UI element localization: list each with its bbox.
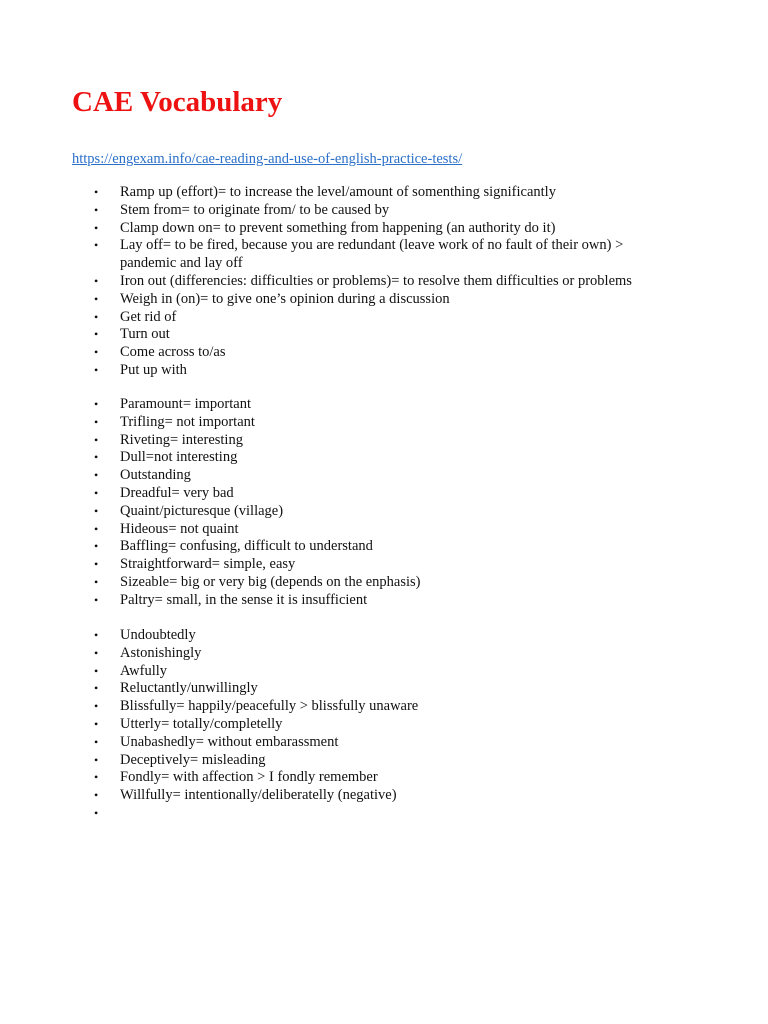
list-item-text: Trifling= not important xyxy=(120,413,255,430)
list-item-text: Awfully xyxy=(120,662,167,679)
practice-tests-link[interactable]: https://engexam.info/cae-reading-and-use-of-english-practice-tests/ xyxy=(72,151,463,167)
list-item xyxy=(0,326,680,344)
list-item xyxy=(0,414,680,432)
bullet-icon: • xyxy=(94,645,99,660)
list-item-text: Undoubtedly xyxy=(120,627,196,643)
list-item xyxy=(0,449,680,467)
list-item-text: Hideous= not quaint xyxy=(120,520,239,537)
bullet-icon: • xyxy=(94,663,99,678)
list-item-text: Weigh in (on)= to give one’s opinion during a discussion xyxy=(120,290,450,307)
bullet-icon: • xyxy=(94,202,99,217)
list-item xyxy=(0,787,680,805)
list-item xyxy=(0,237,680,273)
bullet-icon: • xyxy=(94,362,99,377)
bullet-icon: • xyxy=(94,345,99,360)
list-item xyxy=(0,220,680,238)
list-item xyxy=(0,344,680,362)
list-item-text: Sizeable= big or very big (depends on the enphasis) xyxy=(120,573,421,590)
list-item xyxy=(0,362,680,380)
bullet-icon: • xyxy=(94,327,99,342)
bullet-icon: • xyxy=(94,752,99,767)
list-item-text: Dreadful= very bad xyxy=(120,484,234,501)
list-item-text: Fondly= with affection > I fondly remember xyxy=(120,769,378,786)
list-item-text: Put up with xyxy=(120,361,187,378)
list-item-text: Riveting= interesting xyxy=(120,431,243,448)
bullet-icon: • xyxy=(94,414,99,429)
list-item xyxy=(0,291,680,309)
list-item-text: Dull=not interesting xyxy=(120,449,238,466)
list-item xyxy=(0,556,680,574)
list-item-text: Quaint/picturesque (village) xyxy=(120,502,284,519)
list-item-text: Outstanding xyxy=(120,467,191,484)
bullet-icon: • xyxy=(94,273,99,288)
bullet-icon: • xyxy=(94,450,99,465)
list-item xyxy=(0,627,680,645)
bullet-icon: • xyxy=(94,220,99,235)
list-item-text: Deceptively= misleading xyxy=(120,751,266,768)
list-item-text: Come across to/as xyxy=(120,344,226,361)
list-item-text: Utterly= totally/completelly xyxy=(120,715,283,732)
list-item-text: Baffling= confusing, difficult to understand xyxy=(120,538,373,555)
list-item-text: Lay off= to be fired, because you are redundant (leave work of no fault of their own) > pandemic and lay off xyxy=(120,237,624,272)
list-item xyxy=(0,485,680,503)
bullet-icon: • xyxy=(94,397,99,411)
list-item-text: Get rid of xyxy=(120,308,177,325)
list-item xyxy=(0,592,680,610)
list-item xyxy=(0,769,680,787)
list-item-text: Paltry= small, in the sense it is insufficient xyxy=(120,591,368,608)
list-item xyxy=(0,663,680,681)
bullet-icon: • xyxy=(94,468,99,483)
list-item xyxy=(0,734,680,752)
list-item xyxy=(0,309,680,327)
list-item-text: Straightforward= simple, easy xyxy=(120,556,296,573)
list-item xyxy=(0,574,680,592)
list-item-text: Astonishingly xyxy=(120,644,202,661)
list-item xyxy=(0,432,680,450)
list-item xyxy=(0,680,680,698)
bullet-icon: • xyxy=(94,432,99,447)
adverbs-list xyxy=(0,627,680,823)
list-item-text: Unabashedly= without embarassment xyxy=(120,733,339,750)
bullet-icon: • xyxy=(94,788,99,803)
list-item-text: Turn out xyxy=(120,326,170,343)
list-item xyxy=(0,396,680,414)
list-item xyxy=(0,521,680,539)
list-item xyxy=(0,184,680,202)
bullet-icon: • xyxy=(94,539,99,554)
list-item xyxy=(0,645,680,663)
adjectives-list xyxy=(0,396,680,610)
list-item xyxy=(0,503,680,521)
phrasal-verbs-list xyxy=(0,184,680,380)
bullet-icon: • xyxy=(94,185,99,199)
bullet-icon: • xyxy=(94,574,99,589)
bullet-icon: • xyxy=(94,681,99,696)
bullet-icon: • xyxy=(94,592,99,607)
bullet-icon: • xyxy=(94,485,99,500)
list-item xyxy=(0,538,680,556)
list-item xyxy=(0,716,680,734)
list-item xyxy=(0,698,680,716)
bullet-icon: • xyxy=(94,699,99,714)
list-item-text: Ramp up (effort)= to increase the level/amount of somenthing significantly xyxy=(120,184,556,200)
bullet-icon: • xyxy=(94,628,99,642)
bullet-icon: • xyxy=(94,521,99,536)
bullet-icon: • xyxy=(94,557,99,572)
bullet-icon: • xyxy=(94,291,99,306)
list-item-text: Paramount= important xyxy=(120,396,252,412)
list-item xyxy=(0,467,680,485)
bullet-icon: • xyxy=(94,503,99,518)
bullet-icon: • xyxy=(94,309,99,324)
bullet-icon: • xyxy=(94,805,99,820)
bullet-icon: • xyxy=(94,716,99,731)
list-item-text: Reluctantly/unwillingly xyxy=(120,680,258,697)
bullet-icon: • xyxy=(94,238,99,253)
list-item xyxy=(0,202,680,220)
list-item xyxy=(0,805,680,823)
list-item-text: Blissfully= happily/peacefully > blissfully unaware xyxy=(120,698,419,715)
list-item-text: Stem from= to originate from/ to be caused by xyxy=(120,201,390,218)
list-item-text: Willfully= intentionally/deliberatelly (negative) xyxy=(120,787,397,804)
list-item-text: Iron out (differencies: difficulties or problems)= to resolve them difficulties or problems xyxy=(120,272,632,289)
document-title: CAE Vocabulary xyxy=(72,86,283,118)
bullet-icon: • xyxy=(94,770,99,785)
list-item xyxy=(0,752,680,770)
list-item xyxy=(0,273,680,291)
bullet-icon: • xyxy=(94,734,99,749)
list-item-text: Clamp down on= to prevent something from happening (an authority do it) xyxy=(120,219,556,236)
